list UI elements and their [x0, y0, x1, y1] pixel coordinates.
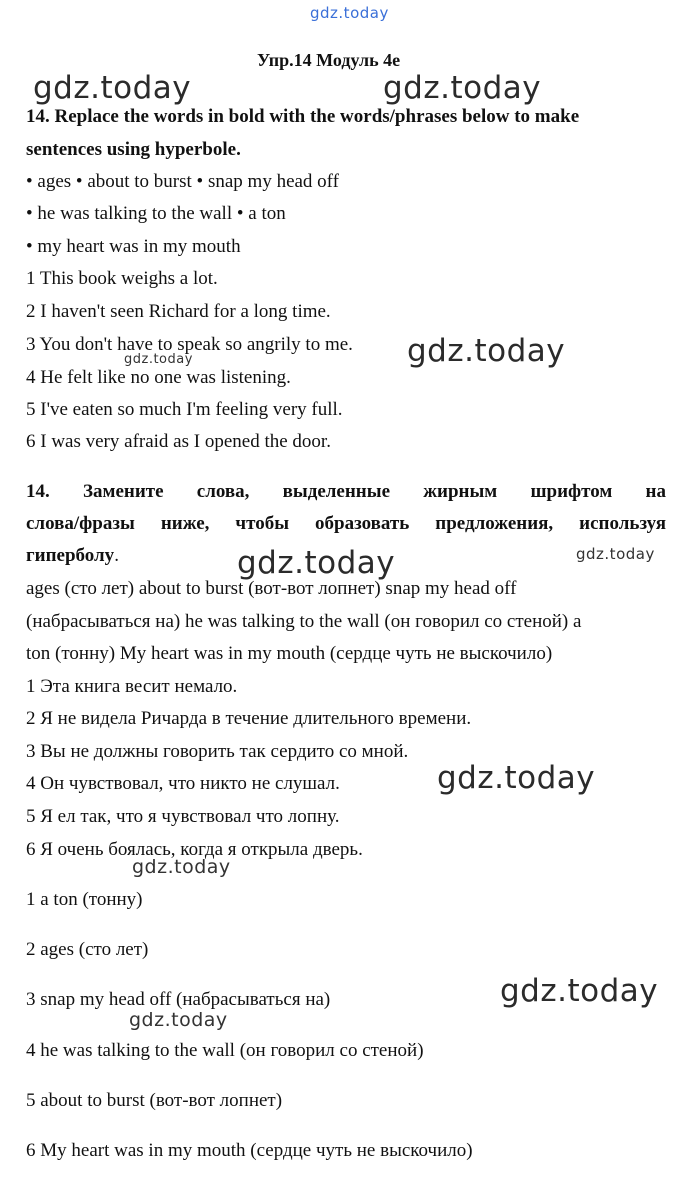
sentence-line-ru: 4 Он чувствовал, что никто не слушал.	[26, 773, 340, 794]
watermark: gdz.today	[129, 1009, 228, 1031]
watermark: gdz.today	[33, 70, 192, 106]
answer-line: 3 snap my head off (набрасываться на)	[26, 989, 331, 1010]
page-title: Упр.14 Модуль 4е	[257, 50, 401, 70]
watermark: gdz.today	[407, 333, 566, 369]
task-heading-line-ru: слова/фразы ниже, чтобы образовать предложения, используя	[26, 513, 666, 534]
answer-line: 6 My heart was in my mouth (сердце чуть не выскочило)	[26, 1140, 473, 1161]
sentence-line-ru: 3 Вы не должны говорить так сердито со мной.	[26, 741, 409, 762]
watermark: gdz.today	[500, 973, 659, 1009]
watermark: gdz.today	[437, 760, 596, 796]
watermark: gdz.today	[132, 856, 231, 878]
task-heading-line-ru: 14. Замените слова, выделенные жирным шрифтом на	[26, 481, 666, 502]
option-line: • he was talking to the wall • a ton	[26, 203, 286, 224]
answer-line: 4 he was talking to the wall (он говорил со стеной)	[26, 1040, 424, 1061]
answer-line: 1 a ton (тонну)	[26, 889, 143, 910]
option-line: • my heart was in my mouth	[26, 236, 241, 257]
sentence-line-ru: 5 Я ел так, что я чувствовал что лопну.	[26, 806, 340, 827]
task-heading-line: 14. Replace the words in bold with the words/phrases below to make	[26, 106, 580, 127]
sentence-line: 4 He felt like no one was listening.	[26, 367, 291, 388]
watermark: gdz.today	[576, 545, 655, 563]
answer-line: 2 ages (сто лет)	[26, 939, 149, 960]
watermark-top: gdz.today	[310, 4, 389, 22]
watermark: gdz.today	[383, 70, 542, 106]
task-heading-text: гиперболу	[26, 545, 115, 566]
watermark: gdz.today	[237, 545, 396, 581]
sentence-line-ru: 1 Эта книга весит немало.	[26, 676, 238, 697]
sentence-line: 6 I was very afraid as I opened the door.	[26, 431, 331, 452]
sentence-line: 1 This book weighs a lot.	[26, 268, 218, 289]
watermark: gdz.today	[124, 352, 193, 367]
option-line: • ages • about to burst • snap my head off	[26, 171, 339, 192]
option-line-ru: ages (сто лет) about to burst (вот-вот лопнет) snap my head off	[26, 578, 517, 599]
task-heading-line-ru	[26, 545, 119, 567]
sentence-line-ru: 6 Я очень боялась, когда я открыла дверь.	[26, 839, 363, 860]
option-line-ru: (набрасываться на) he was talking to the wall (он говорил со стеной) a	[26, 611, 582, 632]
sentence-line: 2 I haven't seen Richard for a long time.	[26, 301, 331, 322]
option-line-ru: ton (тонну) My heart was in my mouth (сердце чуть не выскочило)	[26, 643, 553, 664]
sentence-line: 3 You don't have to speak so angrily to me.	[26, 334, 353, 355]
sentence-line: 5 I've eaten so much I'm feeling very full.	[26, 399, 343, 420]
answer-line: 5 about to burst (вот-вот лопнет)	[26, 1090, 283, 1111]
task-heading-dot: .	[114, 545, 119, 566]
task-heading-line: sentences using hyperbole.	[26, 139, 241, 160]
sentence-line-ru: 2 Я не видела Ричарда в течение длительного времени.	[26, 708, 472, 729]
